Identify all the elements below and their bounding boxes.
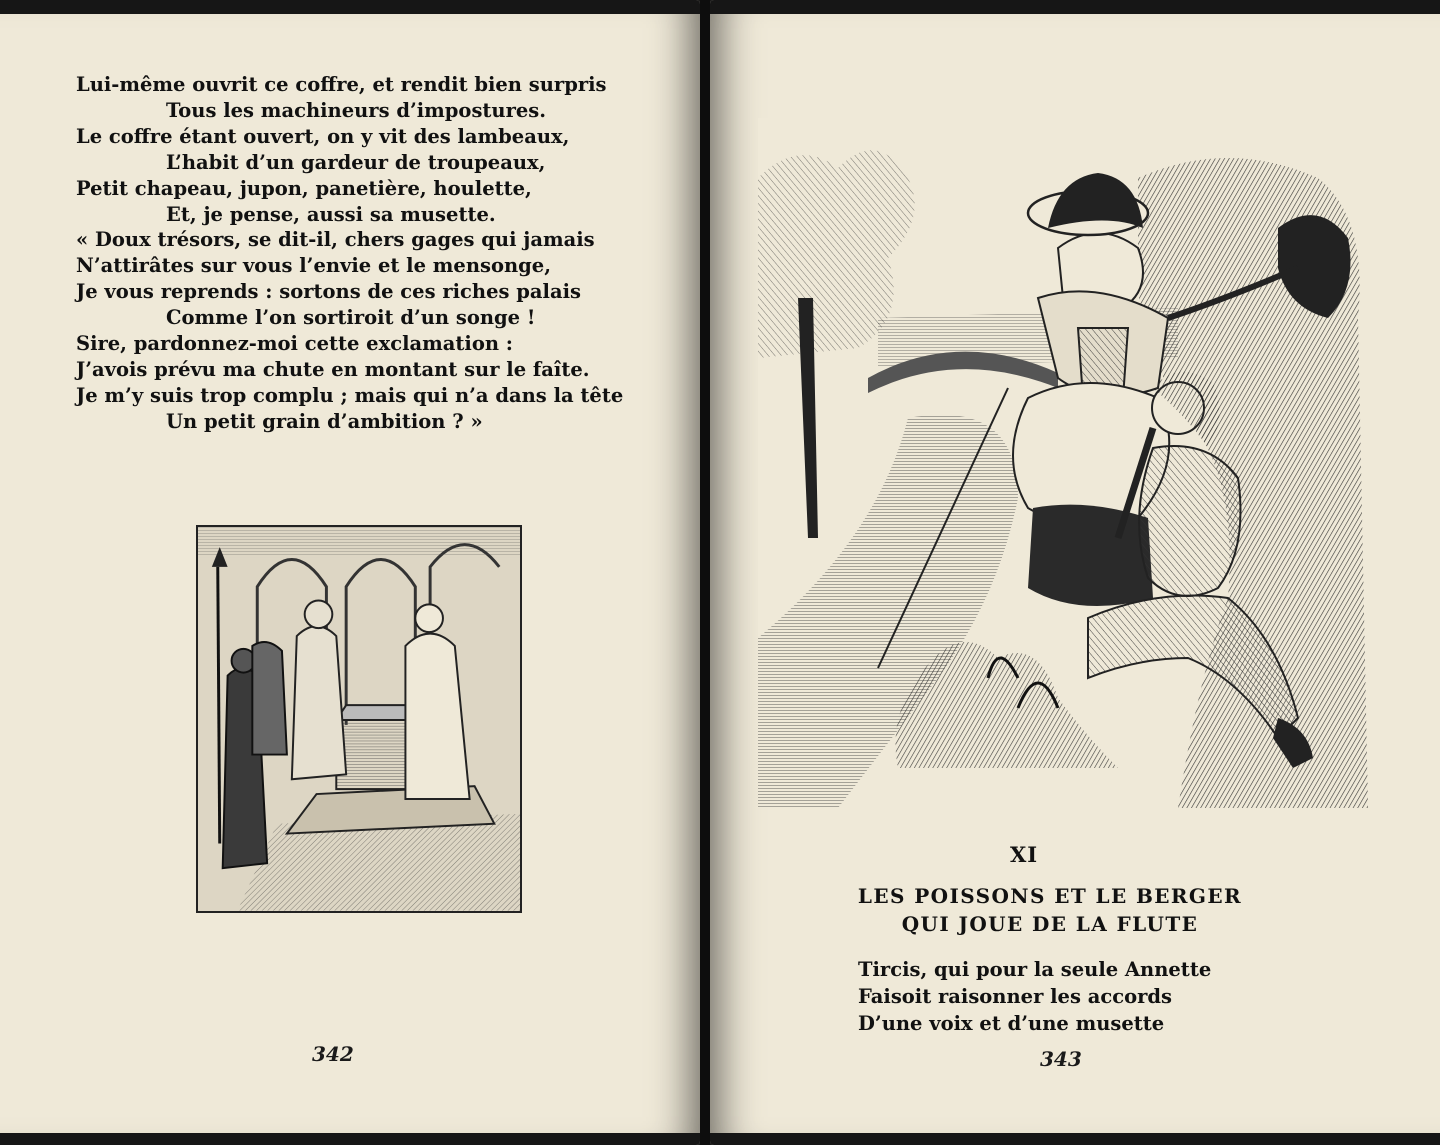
verse-line: « Doux trésors, se dit-il, chers gages qui jamais <box>76 228 595 252</box>
chapter-title-line: QUI JOUE DE LA FLUTE <box>901 912 1199 936</box>
verse-line: Lui-même ouvrit ce coffre, et rendit bien surpris <box>76 73 607 96</box>
verse-line: L’habit d’un gardeur de troupeaux, <box>166 150 546 174</box>
verse-line: Tircis, qui pour la seule Annette <box>858 958 1212 981</box>
book-spine <box>700 0 710 1145</box>
verse-line: D’une voix et d’une musette <box>858 1012 1165 1035</box>
verse-line: Tous les machineurs d’impostures. <box>166 98 547 122</box>
verse-line: Et, je pense, aussi sa musette. <box>166 202 496 226</box>
page-bottom-edge <box>0 1133 700 1145</box>
verse-line: Un petit grain d’ambition ? » <box>166 409 483 433</box>
verse-line: Je m’y suis trop complu ; mais qui n’a dans la tête <box>76 383 624 407</box>
engraving-shepherd-flute <box>758 118 1368 808</box>
right-page <box>710 0 1440 1145</box>
page-top-edge <box>710 0 1440 14</box>
verse-line: N’attirâtes sur vous l’envie et le mensonge, <box>76 254 551 278</box>
verse-line: J’avois prévu ma chute en montant sur le faîte. <box>76 357 590 381</box>
chapter-number: XI <box>1010 842 1039 867</box>
verse-line: Je vous reprends : sortons de ces riches palais <box>76 280 581 304</box>
chapter-title <box>800 882 1300 938</box>
verse-line: Faisoit raisonner les accords <box>858 985 1172 1008</box>
verse-line: Comme l’on sortiroit d’un songe ! <box>166 306 536 330</box>
right-verse <box>858 956 1211 1037</box>
page-number: 343 <box>1040 1047 1082 1071</box>
verse-line: Petit chapeau, jupon, panetière, houlette, <box>76 176 532 200</box>
left-verse <box>76 72 623 435</box>
engraving-throne-room <box>196 525 522 913</box>
verse-line: Sire, pardonnez-moi cette exclamation : <box>76 332 513 356</box>
page-top-edge <box>0 0 700 14</box>
chapter-title-line: LES POISSONS ET LE BERGER <box>857 884 1243 908</box>
page-number: 342 <box>312 1042 354 1066</box>
page-bottom-edge <box>710 1133 1440 1145</box>
left-page <box>0 0 700 1145</box>
verse-line: Le coffre étant ouvert, on y vit des lambeaux, <box>76 124 570 148</box>
